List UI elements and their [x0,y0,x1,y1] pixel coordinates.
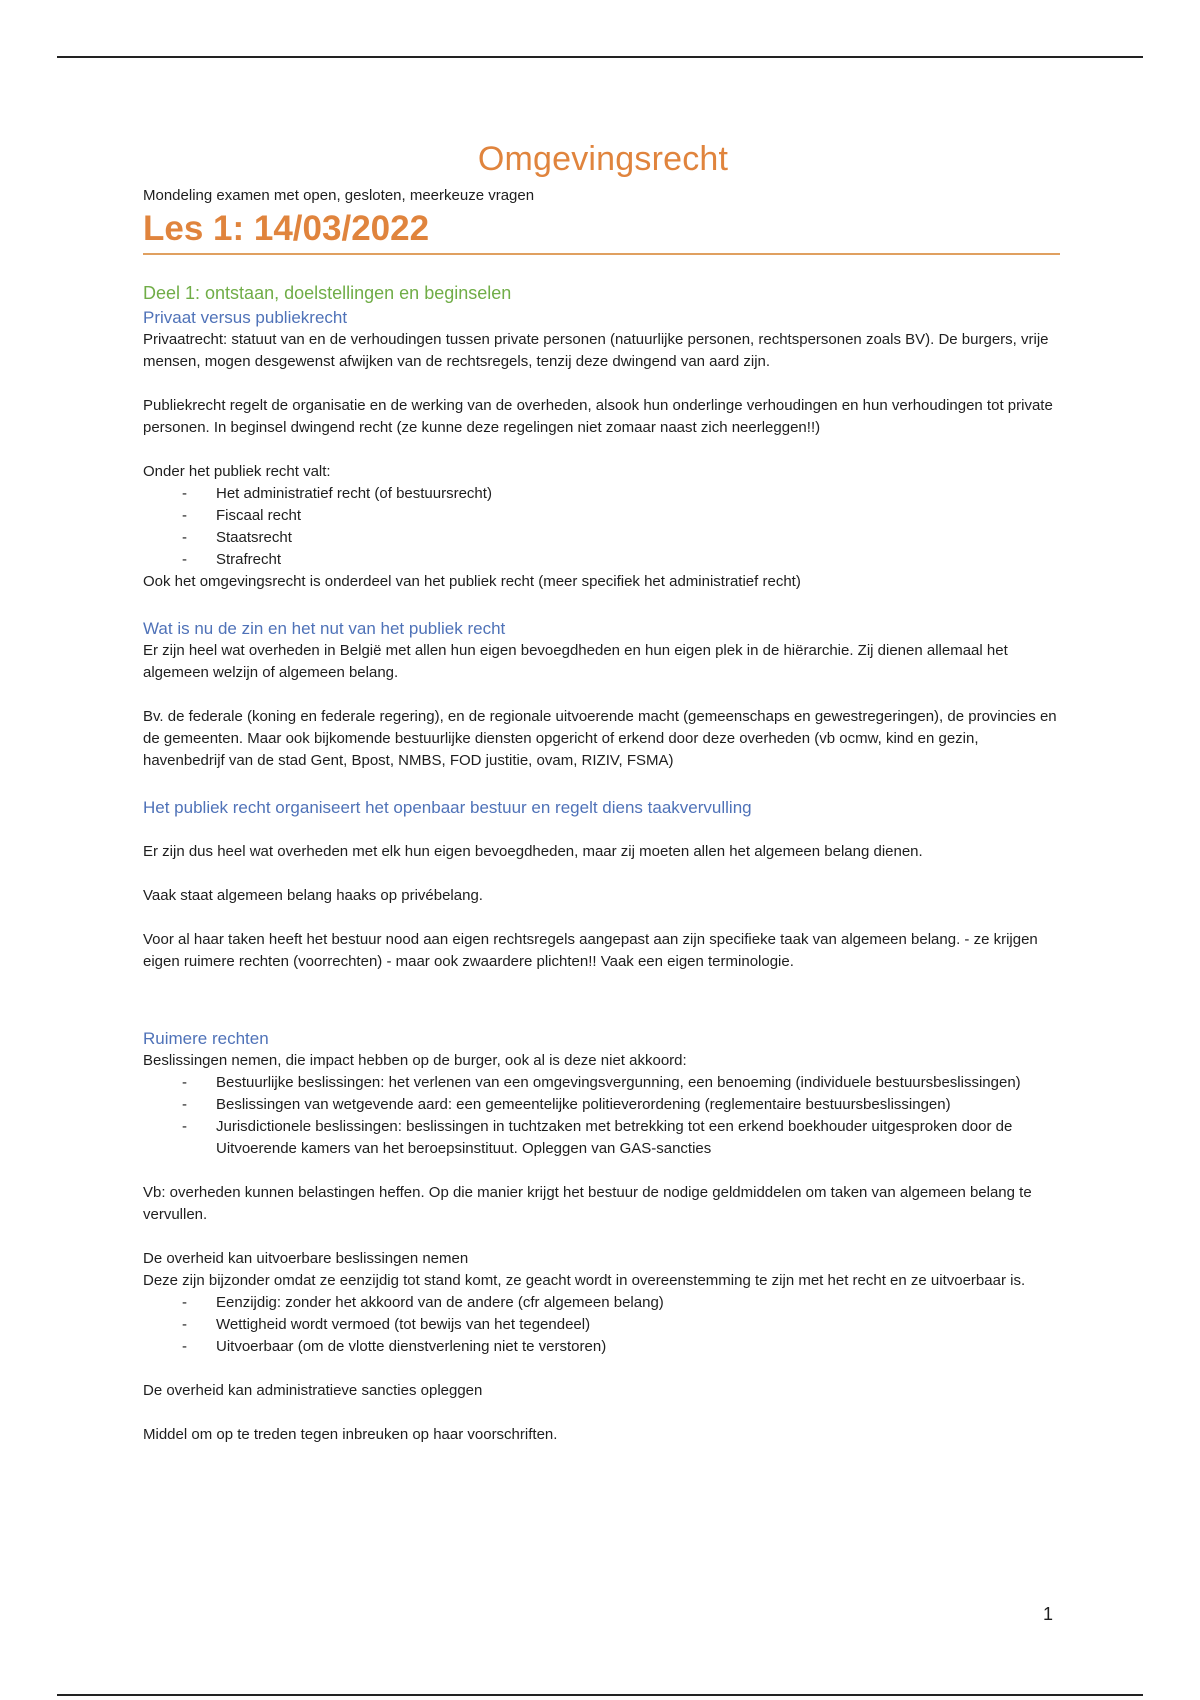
list-item: - Wettigheid wordt vermoed (tot bewijs van het tegendeel) [143,1314,1063,1336]
top-border-line [57,56,1143,58]
document-subtitle: Mondeling examen met open, gesloten, meerkeuze vragen [143,187,535,204]
section-heading-ruimere: Ruimere rechten [143,1029,269,1048]
paragraph: Voor al haar taken heeft het bestuur nood aan eigen rechtsregels aangepast aan zijn specifieke taak van algemeen belang. - ze krijgen eigen ruimere rechten (voorrechten) - maar ook zwaardere plichten!! Vaak een eigen terminologie. [143,931,1038,970]
bullet-list [143,483,1063,571]
paragraph: Bv. de federale (koning en federale regering), en de regionale uitvoerende macht (gemeenschaps en gewestregeringen), de provincies en de gemeenten. Maar ook bijkomende bestuurlijke diensten opgericht of erkend door deze overheden (vb ocmw, kind en gezin, havenbedrijf van de stad Gent, Bpost, NMBS, FOD justitie, ovam, RIZIV, FSMA) [143,708,1057,769]
lesson-heading: Les 1: 14/03/2022 [143,209,1060,255]
paragraph: Vb: overheden kunnen belastingen heffen. Op die manier krijgt het bestuur de nodige geldmiddelen om taken van algemeen belang te vervullen. [143,1184,1032,1223]
bullet-list [143,1072,1063,1160]
paragraph: Ook het omgevingsrecht is onderdeel van het publiek recht (meer specifiek het administratief recht) [143,573,801,590]
bottom-border-line [57,1694,1143,1696]
section-heading-zin: Wat is nu de zin en het nut van het publiek recht [143,619,506,638]
list-item: - Beslissingen van wetgevende aard: een gemeentelijke politieverordening (reglementaire bestuursbeslissingen) [143,1094,1063,1116]
list-item: - Strafrecht [143,549,1063,571]
bullet-list [143,1292,1063,1358]
paragraph: De overheid kan uitvoerbare beslissingen nemen [143,1250,469,1267]
list-item: - Uitvoerbaar (om de vlotte dienstverlening niet te verstoren) [143,1336,1063,1358]
page-number: 1 [1043,1604,1054,1624]
section-heading-organiseert: Het publiek recht organiseert het openbaar bestuur en regelt diens taakvervulling [143,798,752,817]
paragraph: Beslissingen nemen, die impact hebben op de burger, ook al is deze niet akkoord: [143,1052,687,1069]
paragraph: Er zijn dus heel wat overheden met elk hun eigen bevoegdheden, maar zij moeten allen het algemeen belang dienen. [143,843,923,860]
paragraph: Middel om op te treden tegen inbreuken op haar voorschriften. [143,1426,558,1443]
list-item: - Staatsrecht [143,527,1063,549]
document-page [143,140,1063,1446]
list-item: - Jurisdictionele beslissingen: beslissingen in tuchtzaken met betrekking tot een erkend boekhouder uitgesproken door de Uitvoerende kamers van het beroepsinstituut. Opleggen van GAS-sancties [143,1116,1063,1160]
list-item: - Bestuurlijke beslissingen: het verlenen van een omgevingsvergunning, een benoeming (individuele bestuursbeslissingen) [143,1072,1063,1094]
section-heading-privaat: Privaat versus publiekrecht [143,308,348,327]
paragraph: De overheid kan administratieve sancties opleggen [143,1382,483,1399]
paragraph: Vaak staat algemeen belang haaks op privébelang. [143,887,483,904]
document-title: Omgevingsrecht [477,140,729,178]
list-item: - Eenzijdig: zonder het akkoord van de andere (cfr algemeen belang) [143,1292,1063,1314]
part-heading: Deel 1: ontstaan, doelstellingen en beginselen [143,283,512,303]
paragraph: Deze zijn bijzonder omdat ze eenzijdig tot stand komt, ze geacht wordt in overeenstemming te zijn met het recht en ze uitvoerbaar is. [143,1272,1026,1289]
paragraph: Privaatrecht: statuut van en de verhoudingen tussen private personen (natuurlijke personen, rechtspersonen zoals BV). De burgers, vrije mensen, mogen desgewenst afwijken van de rechtsregels, tenzij deze dwingend van aard zijn. [143,331,1049,370]
paragraph: Er zijn heel wat overheden in België met allen hun eigen bevoegdheden en hun eigen plek in de hiërarchie. Zij dienen allemaal het algemeen welzijn of algemeen belang. [143,642,1008,681]
paragraph: Onder het publiek recht valt: [143,463,331,480]
list-item: - Het administratief recht (of bestuursrecht) [143,483,1063,505]
list-item: - Fiscaal recht [143,505,1063,527]
paragraph: Publiekrecht regelt de organisatie en de werking van de overheden, alsook hun onderlinge verhoudingen en hun verhoudingen tot private personen. In beginsel dwingend recht (ze kunne deze regelingen niet zomaar naast zich neerleggen!!) [143,397,1053,436]
